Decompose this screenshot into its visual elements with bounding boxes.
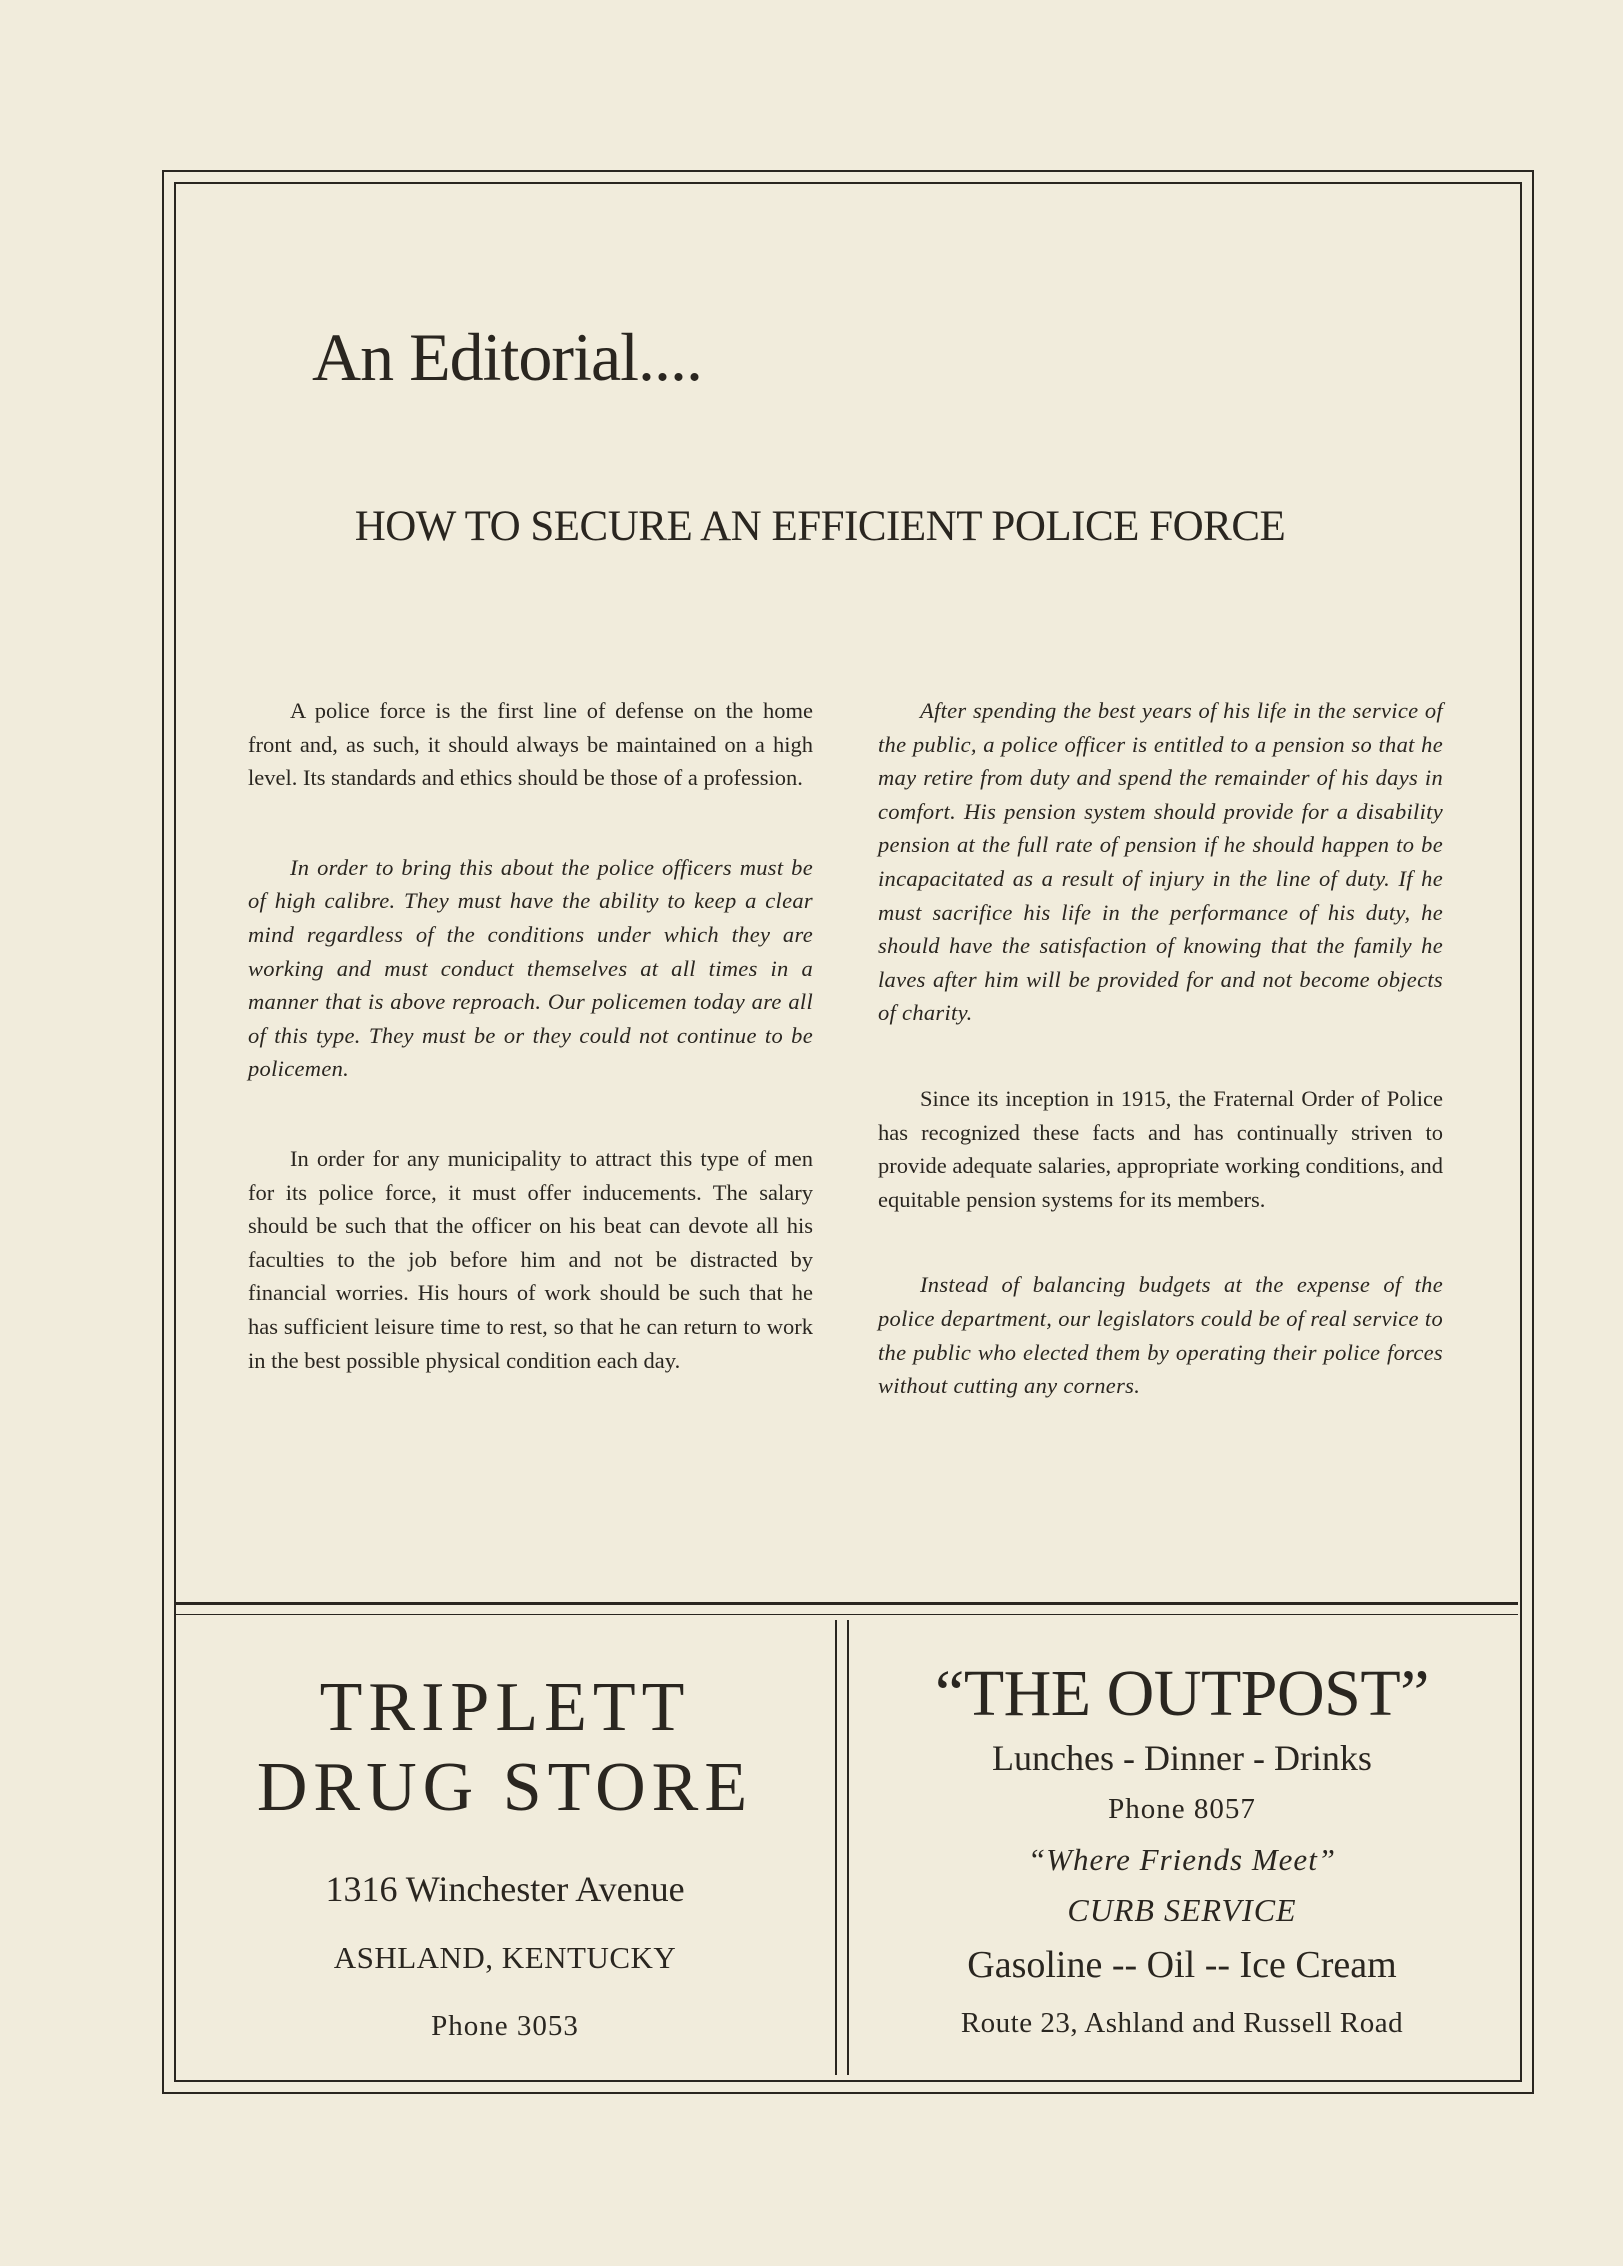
store-phone: Phone 3053 bbox=[431, 2010, 579, 2042]
editorial-paragraph: Instead of balancing budgets at the expense of the police department, our legislators could be of real service to the public who elected them by operating their police forces without cutting any corners. bbox=[878, 1272, 1443, 1399]
outpost-location: Route 23, Ashland and Russell Road bbox=[960, 2007, 1404, 2039]
editorial-paragraph: A police force is the first line of defense on the home front and, as such, it should always be maintained on a high level. Its standards and ethics should be those of a profession. bbox=[248, 698, 813, 791]
ad-divider bbox=[847, 1620, 849, 2075]
ad-section-rule bbox=[174, 1614, 1518, 1615]
ad-section-rule bbox=[174, 1602, 1518, 1605]
store-city: ASHLAND, KENTUCKY bbox=[333, 1940, 677, 1975]
triplett-drug-store-ad bbox=[180, 1668, 830, 2043]
editorial-paragraph: In order to bring this about the police officers must be of high calibre. They must have the ability to keep a clear mind regardless of the conditions under which they are working and must conduct themselves at all times in a manner that is above reproach. Our policemen today are all of this type. They must be or they could not continue to be policemen. bbox=[248, 854, 813, 1082]
store-address: 1316 Winchester Avenue bbox=[325, 1869, 685, 1909]
editorial-headline: HOW TO SECURE AN EFFICIENT POLICE FORCE bbox=[354, 503, 1286, 550]
store-name-line1: TRIPLETT bbox=[319, 1669, 691, 1746]
editorial-title: An Editorial.... bbox=[312, 319, 703, 395]
outpost-goods: Gasoline -- Oil -- Ice Cream bbox=[967, 1944, 1397, 1986]
outpost-phone: Phone 8057 bbox=[1108, 1793, 1256, 1825]
store-name-line2: DRUG STORE bbox=[256, 1749, 754, 1826]
editorial-right-column bbox=[878, 694, 1443, 1403]
editorial-paragraph: Since its inception in 1915, the Fraternal Order of Police has recognized these facts and has continually striven to provide adequate salaries, appropriate working conditions, and equitable pension systems for its members. bbox=[878, 1085, 1443, 1212]
ad-divider bbox=[835, 1620, 837, 2075]
outpost-slogan: “Where Friends Meet” bbox=[1027, 1842, 1337, 1877]
outpost-offerings: Lunches - Dinner - Drinks bbox=[992, 1738, 1372, 1778]
outpost-ad bbox=[852, 1655, 1512, 2040]
outpost-service: CURB SERVICE bbox=[1067, 1892, 1297, 1928]
outpost-name: “THE OUTPOST” bbox=[935, 1657, 1429, 1730]
editorial-paragraph: After spending the best years of his life in the service of the public, a police officer is entitled to a pension so that he may retire from duty and spend the remainder of his days in comfort. His pension system should provide for a disability pension at the full rate of pension if he should happen to be incapacitated as a result of injury in the line of duty. If he must sacrifice his life in the performance of his duty, he should have the satisfaction of knowing that the family he laves after him will be provided for and not become objects of charity. bbox=[878, 698, 1443, 1026]
editorial-paragraph: In order for any municipality to attract this type of men for its police force, it must offer inducements. The salary should be such that the officer on his beat can devote all his faculties to the job before him and not be distracted by financial worries. His hours of work should be such that he has sufficient leisure time to rest, so that he can return to work in the best possible physical condition each day. bbox=[248, 1145, 813, 1373]
editorial-left-column bbox=[248, 694, 813, 1377]
